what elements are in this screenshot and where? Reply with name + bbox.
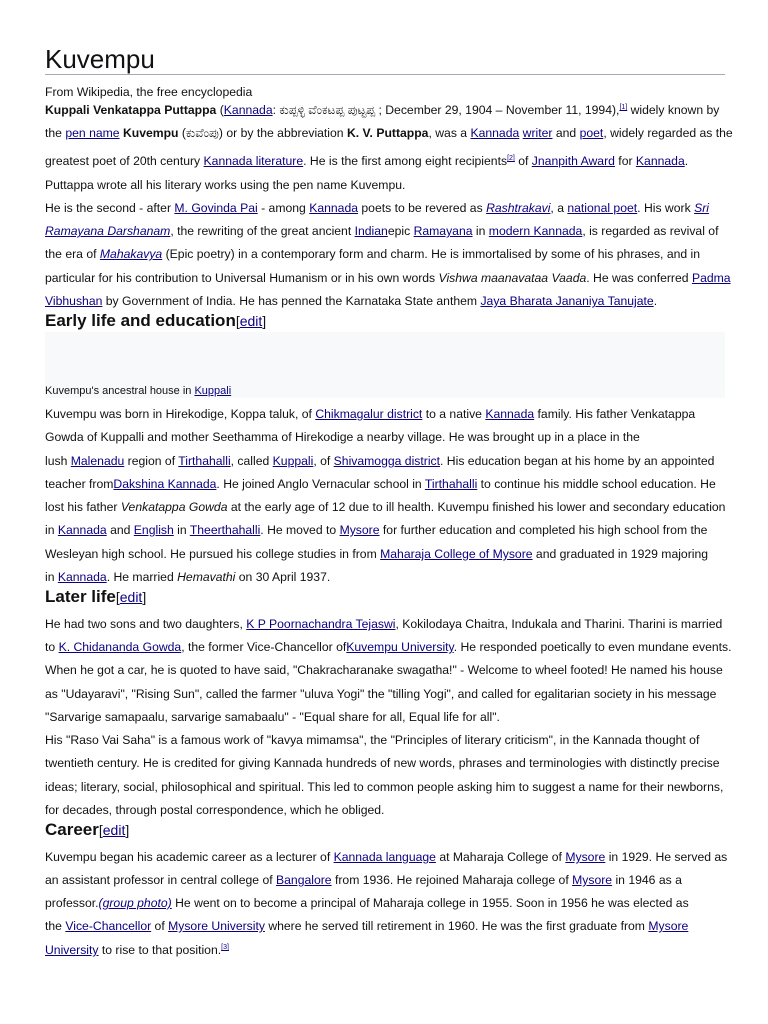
link-pen-name[interactable]: pen name <box>65 126 120 140</box>
text: Kuvempu began his academic career as a lecturer of <box>45 850 334 864</box>
text: in <box>45 523 58 537</box>
link-kannada[interactable]: Kannada <box>635 154 685 168</box>
text: and <box>106 523 134 537</box>
link-english[interactable]: English <box>133 523 174 537</box>
link-padma-vibhushan[interactable]: Padma <box>691 271 731 285</box>
text: , a <box>550 201 568 215</box>
text: Wesleyan high school. He pursued his college studies in from <box>45 547 381 561</box>
text: teacher from <box>45 477 114 491</box>
ref-1[interactable]: [1] <box>619 104 628 111</box>
text: region of <box>124 454 179 468</box>
text: . He is the first among eight recipients <box>303 154 508 168</box>
text: . He joined Anglo Vernacular school in <box>216 477 425 491</box>
heading-text: Early life and education <box>45 311 236 330</box>
link-kannada[interactable]: Kannada <box>485 407 535 421</box>
link-kannada[interactable]: Kannada <box>57 523 107 537</box>
italic-name: Hemavathi <box>177 570 236 584</box>
para2-line-2 <box>45 223 735 239</box>
link-bangalore[interactable]: Bangalore <box>276 873 332 887</box>
link-theerthahalli[interactable]: Theerthahalli <box>189 523 261 537</box>
text: lush <box>45 454 71 468</box>
link-mysore-university[interactable]: University <box>45 943 99 957</box>
later-line-8: ideas; literary, social, philosophical and spiritual. This led to common people asking him to suggest a name for their newborns, <box>45 780 724 794</box>
link-kuvempu-university[interactable]: Kuvempu University <box>346 640 454 654</box>
text: , widely regarded as the <box>603 126 733 140</box>
text: He had two sons and two daughters, <box>45 617 247 631</box>
image-caption <box>45 384 231 398</box>
italic-phrase: Vishwa maanavataa Vaada <box>438 271 587 285</box>
text: to rise to that position. <box>98 943 222 957</box>
link-kannada[interactable]: Kannada <box>309 201 359 215</box>
lead-line-3 <box>45 153 735 169</box>
link-mahakavya[interactable] <box>100 247 162 261</box>
text: of <box>151 919 169 933</box>
heading-text: Career <box>45 820 99 839</box>
edit-link[interactable]: edit <box>239 313 263 329</box>
text: in <box>45 570 58 584</box>
text: by Government of India. He has penned the Karnataka State anthem <box>102 294 481 308</box>
heading-early-life <box>45 310 266 332</box>
lead-line-4: Puttappa wrote all his literary works using the pen name Kuvempu. <box>45 178 406 192</box>
early-line-3 <box>45 453 735 469</box>
text: to <box>45 640 59 654</box>
link-modern-kannada[interactable]: modern Kannada <box>488 224 583 238</box>
text: : ಕುಪ್ಪಳ್ಳಿ ವೆಂಕಟಪ್ಪ ಪುಟ್ಟಪ್ಪ ; December 29, 1904 – November 11, 1994), <box>272 103 620 117</box>
text: an assistant professor in central college of <box>45 873 277 887</box>
link-tejaswi[interactable]: K P Poornachandra Tejaswi <box>246 617 396 631</box>
career-line-3 <box>45 895 735 911</box>
early-line-8 <box>45 569 735 585</box>
text: greatest poet of 20th century <box>45 154 204 168</box>
text: to a native <box>422 407 486 421</box>
ref-2[interactable]: [2] <box>507 155 515 162</box>
text: the <box>45 919 66 933</box>
bold-name: Kuppali Venkatappa Puttappa <box>45 103 217 117</box>
link-vice-chancellor[interactable]: Vice-Chancellor <box>65 919 152 933</box>
italic-name: Venkatappa Gowda <box>120 500 228 514</box>
edit-link[interactable]: edit <box>102 822 126 838</box>
heading-career <box>45 819 129 841</box>
bracket: ] <box>125 822 130 838</box>
text: lost his father <box>45 500 121 514</box>
text: . <box>653 294 658 308</box>
later-line-4: as "Udayaravi", "Rising Sun", called the farmer "uluva Yogi" the "tilling Yogi", and called for egalitarian society in his message <box>45 687 717 701</box>
text: (ಕುವೆಂಪು) or by the abbreviation <box>178 126 347 140</box>
text: (Epic poetry) in a contemporary form and charm. He is immortalised by some of his phrases, and in <box>162 247 701 261</box>
bold-kvp: K. V. Puttappa <box>346 126 429 140</box>
page-title: Kuvempu <box>45 44 725 75</box>
heading-text: Later life <box>45 587 116 606</box>
link-writer[interactable]: writer <box>522 126 553 140</box>
text: . His work <box>637 201 695 215</box>
later-line-6: His "Raso Vai Saha" is a famous work of "kavya mimamsa", the "Principles of literary criticism", in the Kannada thought of <box>45 733 700 747</box>
text: Rashtrakavi <box>486 201 551 215</box>
early-line-4 <box>45 476 735 492</box>
heading-later-life <box>45 586 146 608</box>
career-line-2 <box>45 872 735 888</box>
later-line-5: "Sarvarige samapaalu, sarvarige samabaalu" - "Equal share for all, Equal life for all". <box>45 710 500 724</box>
link-sri-ramayana-darshanam[interactable] <box>694 201 709 215</box>
text: , was a <box>428 126 471 140</box>
text: of <box>514 154 532 168</box>
link-mysore[interactable]: Mysore <box>565 850 606 864</box>
later-line-7: twentieth century. He is credited for giving Kannada hundreds of new words, phrases and terminologies with distinctly precise <box>45 756 720 770</box>
link-ramayana[interactable]: Ramayana <box>413 224 473 238</box>
text: , of <box>313 454 334 468</box>
bracket: ] <box>142 589 147 605</box>
para2-line-1 <box>45 200 735 216</box>
edit-section <box>99 822 129 838</box>
link-mysore[interactable]: Mysore <box>339 523 380 537</box>
text: . He was conferred <box>586 271 692 285</box>
link-kannada[interactable]: Kannada <box>470 126 520 140</box>
text: epic <box>387 224 414 238</box>
bold-kuvempu: Kuvempu <box>122 126 179 140</box>
text: in 1946 as a <box>612 873 682 887</box>
link-kannada[interactable]: Kannada <box>57 570 107 584</box>
link-padma-vibhushan[interactable]: Vibhushan <box>45 294 103 308</box>
text: . His education began at his home by an appointed <box>440 454 715 468</box>
later-line-1 <box>45 616 735 632</box>
link-malenadu[interactable]: Malenadu <box>70 454 125 468</box>
link-rashtrakavi[interactable] <box>486 201 550 215</box>
text: (group photo) <box>98 896 172 910</box>
text: from 1936. He rejoined Maharaja college of <box>331 873 573 887</box>
text: Ramayana Darshanam <box>45 224 171 238</box>
text: . He married <box>106 570 178 584</box>
link-tirthahalli[interactable]: Tirthahalli <box>178 454 231 468</box>
link-mysore-university[interactable]: Mysore University <box>168 919 265 933</box>
link-jaya-bharata[interactable]: Jaya Bharata Jananiya Tanujate <box>480 294 654 308</box>
early-line-7 <box>45 546 735 562</box>
edit-link[interactable]: edit <box>119 589 143 605</box>
text: , Kokilodaya Chaitra, Indukala and Tharini. Tharini is married <box>395 617 723 631</box>
link-shivamogga[interactable]: Shivamogga district <box>333 454 441 468</box>
link-national-poet[interactable]: national poet <box>567 201 638 215</box>
text: , the rewriting of the great ancient <box>170 224 355 238</box>
text: Kuvempu was born in Hirekodige, Koppa taluk, of <box>45 407 316 421</box>
text: at Maharaja College of <box>435 850 566 864</box>
text: on 30 April 1937. <box>235 570 331 584</box>
career-line-5 <box>45 942 735 958</box>
later-line-3: When he got a car, he is quoted to have said, "Chakracharanake swagatha!" - Welcome to wheel footed! He named his house <box>45 663 723 677</box>
link-maharaja-college[interactable]: Maharaja College of Mysore <box>380 547 533 561</box>
text: to continue his middle school education. He <box>477 477 716 491</box>
bracket: [ <box>235 313 240 329</box>
link-kannada-language[interactable]: Kannada language <box>333 850 436 864</box>
bracket: [ <box>98 822 103 838</box>
link-kannada[interactable]: Kannada <box>223 103 273 117</box>
text: where he served till retirement in 1960. He was the first graduate from <box>264 919 649 933</box>
link-chidananda-gowda[interactable]: K. Chidananda Gowda <box>58 640 182 654</box>
link-chikmagalur[interactable]: Chikmagalur district <box>315 407 423 421</box>
text: and graduated in 1929 majoring <box>532 547 709 561</box>
para2-line-5 <box>45 293 735 309</box>
link-dakshina-kannada[interactable]: Dakshina Kannada <box>113 477 217 491</box>
early-line-2: Gowda of Kuppalli and mother Seethamma of Hirekodige a nearby village. He was brought up in a place in the <box>45 430 640 444</box>
early-line-6 <box>45 522 735 538</box>
para2-line-3 <box>45 246 735 262</box>
link-jnanpith-award[interactable]: Jnanpith Award <box>531 154 615 168</box>
text: in 1929. He served as <box>605 850 728 864</box>
text: Sri <box>694 201 709 215</box>
text: , is regarded as revival of <box>582 224 719 238</box>
bracket: [ <box>115 589 120 605</box>
early-line-5 <box>45 499 735 515</box>
link-poet[interactable]: poet <box>579 126 604 140</box>
link-sri-ramayana-darshanam[interactable] <box>45 224 170 238</box>
edit-section <box>236 313 266 329</box>
text: the <box>45 126 66 140</box>
text: family. His father Venkatappa <box>534 407 696 421</box>
text: and <box>552 126 580 140</box>
bracket: ] <box>262 313 267 329</box>
text: the era of <box>45 247 100 261</box>
career-line-1 <box>45 849 735 865</box>
edit-section <box>116 589 146 605</box>
link-kannada-literature[interactable]: Kannada literature <box>203 154 304 168</box>
link-indian[interactable]: Indian <box>354 224 388 238</box>
text: in <box>472 224 489 238</box>
text: . <box>684 154 689 168</box>
para2-line-4 <box>45 270 735 286</box>
link-group-photo[interactable] <box>99 896 172 910</box>
text: particular for his contribution to Universal Humanism or in his own words <box>45 271 439 285</box>
link-mysore-university[interactable]: Mysore <box>648 919 689 933</box>
text: for further education and completed his high school from the <box>379 523 708 537</box>
text: professor. <box>45 896 99 910</box>
link-tirthahalli[interactable]: Tirthahalli <box>424 477 478 491</box>
text: . He moved to <box>260 523 340 537</box>
later-line-9: for decades, through postal correspondence, which he obliged. <box>45 803 385 817</box>
text: , called <box>230 454 273 468</box>
career-line-4 <box>45 918 735 934</box>
text: Mahakavya <box>99 247 163 261</box>
early-line-1 <box>45 406 735 422</box>
ref-3[interactable]: [3] <box>221 944 229 951</box>
text: He is the second - after <box>45 201 175 215</box>
lead-line-2 <box>45 125 735 141</box>
text: Kuvempu's ancestral house in <box>45 385 195 397</box>
text: ( <box>216 103 224 117</box>
link-mysore[interactable]: Mysore <box>572 873 613 887</box>
link-govinda-pai[interactable]: M. Govinda Pai <box>174 201 258 215</box>
text: , the former Vice-Chancellor of <box>181 640 347 654</box>
tagline: From Wikipedia, the free encyclopedia <box>45 85 253 99</box>
text: for <box>614 154 636 168</box>
text: at the early age of 12 due to ill health. Kuvempu finished his lower and secondary education <box>227 500 726 514</box>
text: in <box>173 523 190 537</box>
lead-line-1 <box>45 102 735 118</box>
text: He went on to become a principal of Maharaja college in 1955. Soon in 1956 he was elected as <box>171 896 689 910</box>
text: widely known by <box>627 103 720 117</box>
text: poets to be revered as <box>358 201 487 215</box>
link-kuppali[interactable]: Kuppali <box>272 454 314 468</box>
later-line-2 <box>45 639 735 655</box>
text: - among <box>257 201 310 215</box>
text: . He responded poetically to even mundane events. <box>453 640 732 654</box>
link-kuppali[interactable]: Kuppali <box>194 385 232 397</box>
